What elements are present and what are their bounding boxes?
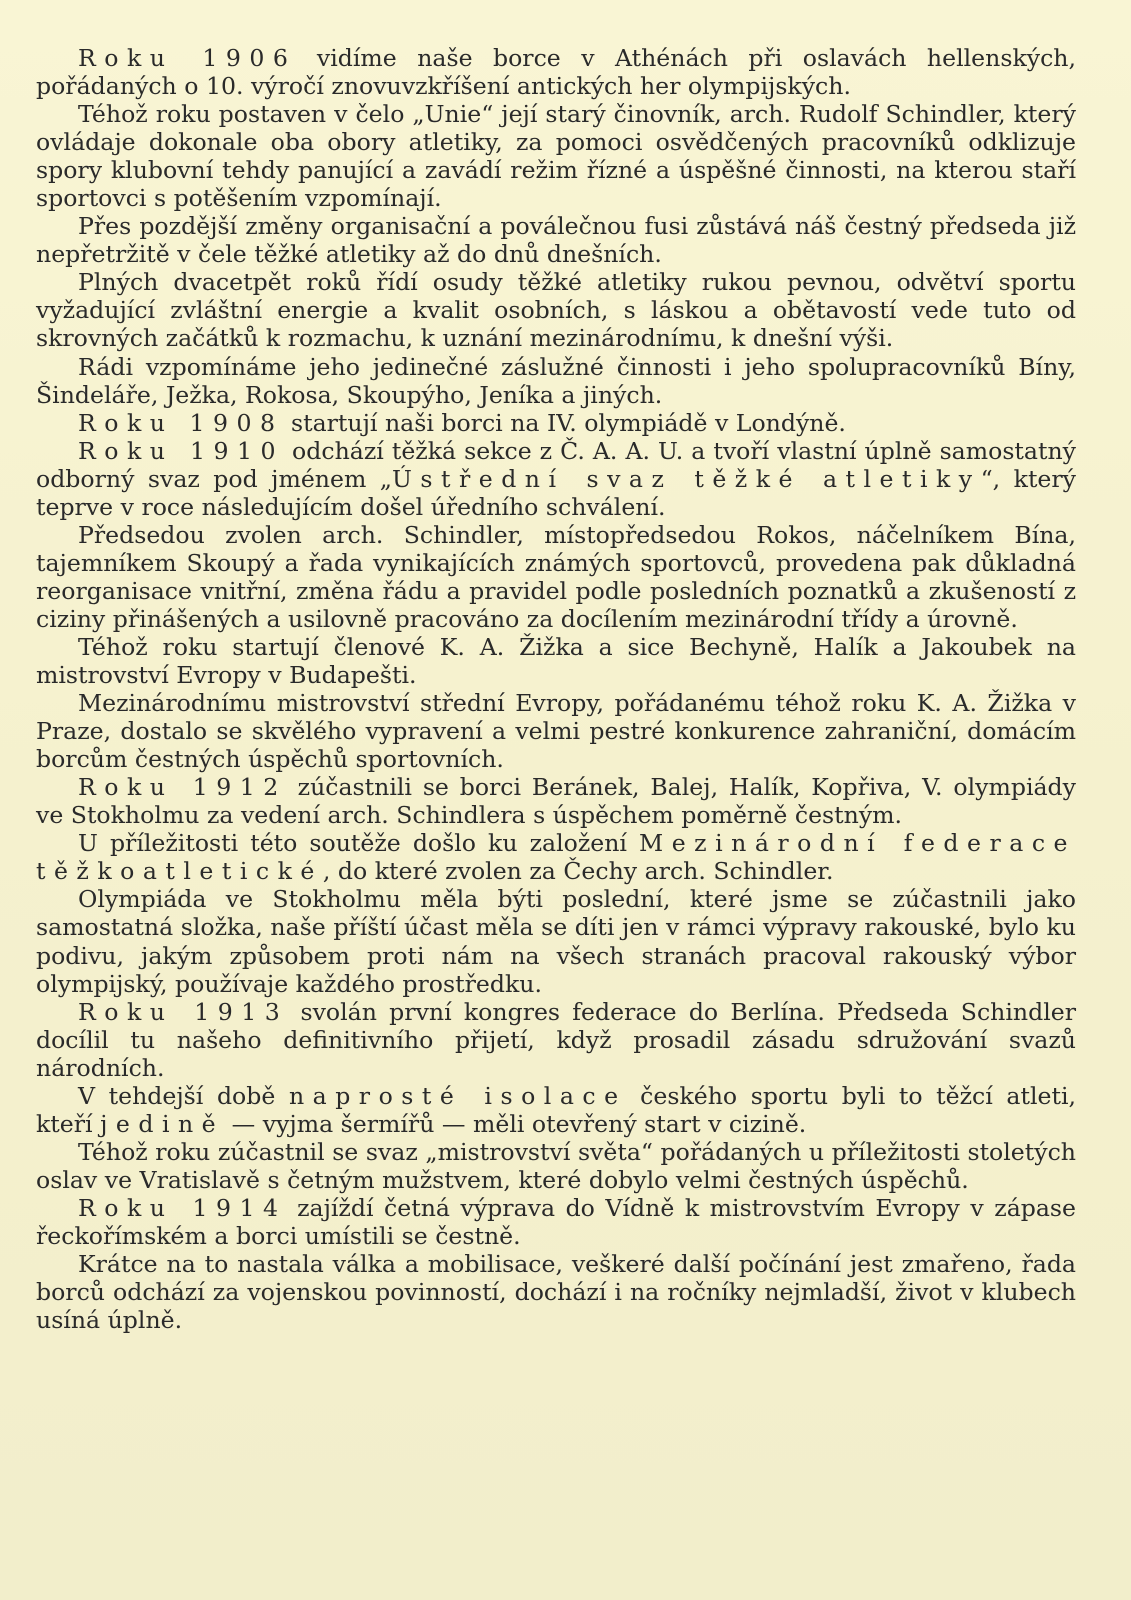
paragraph-text: V tehdejší době xyxy=(78,1081,289,1110)
paragraph-budapest xyxy=(36,633,1076,689)
paragraph-fusion xyxy=(36,212,1076,268)
paragraph-twentyfive-years xyxy=(36,268,1076,352)
paragraph-text: vidíme naše borce v Athénách při oslavách hellenských, pořádaných o 10. výročí znovuvzkříšení antických her olympijských. xyxy=(36,44,1076,101)
paragraph-1912 xyxy=(36,773,1076,829)
paragraph-text: , do které zvolen za Čechy arch. Schindler. xyxy=(322,857,834,886)
paragraph-text: odchází těžká sekce z Č. A. A. U. a tvoří vlastní úplně samostatný odborný svaz pod jménem „ xyxy=(36,436,1076,493)
paragraph-text: Téhož roku postaven v čelo „Unie“ její starý činovník, arch. Rudolf Schindler, který ovládaje dokonale oba obory atletiky, za pomoci osvědčených pracovníků odklizuje spory klubovní tehdy panující a zavádí režim řízné a úspěšné činnosti, na kterou staří sportovci s potěšením vzpomínají. xyxy=(36,100,1076,213)
paragraph-text: “, který teprve v roce následujícím došel úředního schválení. xyxy=(36,464,1076,521)
spaced-emphasis: naprosté isolace xyxy=(288,1081,627,1110)
paragraph-text: Olympiáda ve Stokholmu měla býti poslední, které jsme se zúčastnili jako samostatná složka, naše příští účast měla se díti jen v rámci výpravy rakouské, bylo ku podivu, jakým způsobem proti nám na všech stranách pracoval rakouský výbor olympijský, používaje každého prostředku. xyxy=(36,885,1076,998)
paragraph-1910 xyxy=(36,437,1076,521)
paragraph-text: — vyjma šermířů — měli otevřený start v cizině. xyxy=(224,1109,807,1138)
paragraph-text: Předsedou zvolen arch. Schindler, místopředsedou Rokos, náčelníkem Bína, tajemníkem Skoupý a řada vynikajících známých sportovců, provedena pak důkladná reorganisace vnitřní, změna řádu a pravidel podle posledních poznatků a zkušeností z ciziny přinášených a usilovně pracováno za docílením mezinárodní třídy a úrovně. xyxy=(36,520,1076,633)
paragraph-1913 xyxy=(36,998,1076,1082)
year-lead: Roku 1906 xyxy=(78,44,297,72)
paragraph-text: zúčastnili se borci Beránek, Balej, Halík, Kopřiva, V. olympiády ve Stokholmu za vedení arch. Schindlera s úspěchem poměrně čestným. xyxy=(36,773,1076,830)
paragraph-1906 xyxy=(36,44,1076,100)
spaced-emphasis: Mezinárodní federace těžkoatletické xyxy=(36,829,1076,886)
paragraph-federation xyxy=(36,829,1076,885)
spaced-emphasis: jedině xyxy=(100,1109,225,1138)
paragraph-reorganisation xyxy=(36,521,1076,633)
paragraph-schindler xyxy=(36,100,1076,212)
paragraph-text: Mezinárodnímu mistrovství střední Evropy, pořádanému téhož roku K. A. Žižka v Praze, dostalo se skvělého vypravení a velmi pestré konkurence zahraniční, domácím borcům čestných úspěchů sportovních. xyxy=(36,689,1076,774)
spaced-emphasis: Ústřední svaz těžké atletiky xyxy=(392,464,981,493)
paragraph-war xyxy=(36,1250,1076,1334)
year-lead: Roku 1913 xyxy=(78,997,289,1026)
year-lead: Roku 1910 xyxy=(78,436,285,465)
year-lead: Roku 1914 xyxy=(78,1193,287,1222)
paragraph-text: Krátce na to nastala válka a mobilisace, veškeré další počínání jest zmařeno, řada borců odchází za vojenskou povinností, dochází i na ročníky nejmladší, život v klubech usíná úplně. xyxy=(36,1250,1076,1335)
paragraph-text: startují naši borci na IV. olympiádě v Londýně. xyxy=(283,408,846,437)
body-text xyxy=(36,44,1076,1334)
paragraph-stockholm xyxy=(36,885,1076,997)
paragraph-1914 xyxy=(36,1194,1076,1250)
paragraph-world-championship xyxy=(36,1138,1076,1194)
paragraph-text: Téhož roku zúčastnil se svaz „mistrovství světa“ pořádaných u příležitosti stoletých oslav ve Vratislavě s četným mužstvem, které dobylo velmi čestných úspěchů. xyxy=(36,1137,1076,1194)
paragraph-text: zajíždí četná výprava do Vídně k mistrovstvím Evropy v zápase řeckořímském a borci umístili se čestně. xyxy=(36,1193,1076,1250)
paragraph-isolation xyxy=(36,1082,1076,1138)
paragraph-text: Téhož roku startují členové K. A. Žižka a sice Bechyně, Halík a Jakoubek na mistrovství Evropy v Budapešti. xyxy=(36,632,1076,690)
paragraph-text: Přes pozdější změny organisační a poválečnou fusi zůstává náš čestný předseda již nepřetržitě v čele těžké atletiky až do dnů dnešních. xyxy=(36,212,1076,269)
paragraph-colleagues xyxy=(36,353,1076,409)
year-lead: Roku 1908 xyxy=(78,408,284,437)
paragraph-1908 xyxy=(36,409,1076,437)
paragraph-text: U příležitosti této soutěže došlo ku založení xyxy=(78,829,640,858)
paragraph-central-europe xyxy=(36,689,1076,773)
year-lead: Roku 1912 xyxy=(78,773,287,802)
paragraph-text: svolán první kongres federace do Berlína. Předseda Schindler docílil tu našeho definitivního přijetí, když prosadil zásadu sdružování svazů národních. xyxy=(36,997,1076,1082)
paragraph-text: českého sportu byli to těžcí atleti, kteří xyxy=(36,1081,1077,1138)
paragraph-text: Plných dvacetpět roků řídí osudy těžké atletiky rukou pevnou, odvětví sportu vyžadující zvláštní energie a kvalit osobních, s láskou a obětavostí vede tuto od skrovných začátků k rozmachu, k uznání mezinárodnímu, k dnešní výši. xyxy=(36,268,1076,353)
paragraph-text: Rádi vzpomínáme jeho jedinečné záslužné činnosti i jeho spolupracovníků Bíny, Šindeláře, Ježka, Rokosa, Skoupýho, Jeníka a jiných. xyxy=(36,352,1076,409)
